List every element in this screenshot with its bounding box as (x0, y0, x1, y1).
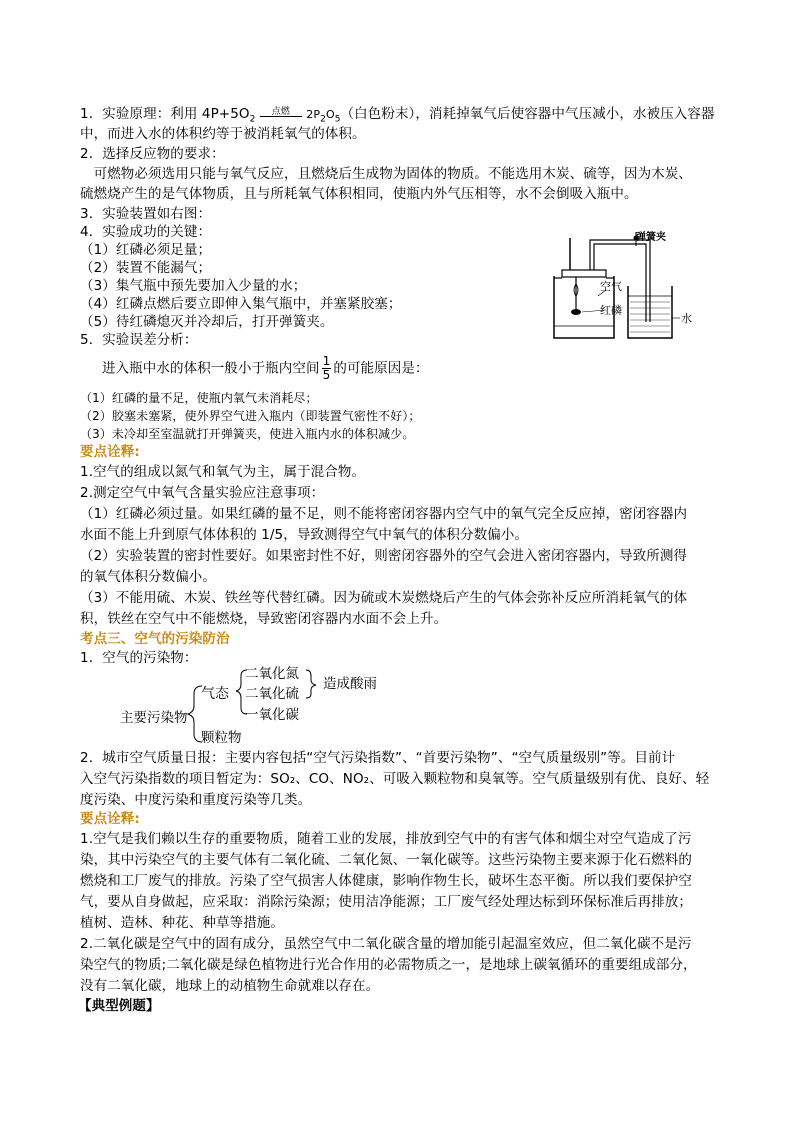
one-fifth-fraction (322, 355, 332, 382)
reactant-heading: 2．选择反应物的要求： (80, 146, 225, 162)
main-pollutants-label: 主要污染物 (120, 710, 188, 726)
error-intro-a: 进入瓶中水的体积一般小于瓶内空间 (102, 360, 320, 377)
error-cause-1: （1）红磷的量不足，使瓶内氧气未消耗尽； (80, 391, 318, 405)
aqi-line-2: 入空气污染指数的项目暂定为：SO₂、CO、NO₂、可吸入颗粒物和臭氧等。空气质量级别有优、良好、轻 (80, 771, 710, 787)
principle-text: 1．实验原理：利用 4P+5O (80, 106, 250, 122)
product-formula: 2P (306, 108, 321, 121)
key-item-1: （1）红磷必须足量； (80, 242, 212, 258)
no2-label: 二氧化氮 (245, 666, 299, 682)
key-item-2: （2）装置不能漏气； (80, 260, 212, 276)
note2-p1c: 燃烧和工厂废气的排放。污染了空气损害人体健康，影响作物生长，破坏生态平衡。所以我们要保护空 (80, 873, 692, 889)
aqi-line-3: 度污染、中度污染和重度污染等几类。 (80, 792, 312, 808)
section3-heading: 考点三、空气的污染防治 (80, 631, 230, 647)
note2-p1b: 染，其中污染空气的主要气体有二氧化硫、二氧化氮、一氧化碳等。这些污染物主要来源于化石燃料的 (80, 852, 692, 868)
principle-line-2: 中，而进入水的体积约等于被消耗氧气的体积。 (80, 126, 366, 142)
reactant-text-2: 硫燃烧产生的是气体物质，且与所耗氧气体积相同，使瓶内外气压相等，水不会倒吸入瓶中。 (80, 186, 638, 202)
note1-p3b: 水面不能上升到原气体体积的 1/5，导致测得空气中氧气的体积分数偏小。 (80, 527, 529, 543)
note1-p2: 2.测定空气中氧气含量实验应注意事项： (80, 485, 325, 501)
ignite-condition: 点燃 (271, 107, 290, 117)
pollutant-diagram (120, 666, 440, 746)
note1-p5a: （3）不能用硫、木炭、铁丝等代替红磷。因为硫或木炭燃烧后产生的气体会弥补反应所消耗氧气的体 (80, 590, 688, 606)
error-intro-b: 的可能原因是： (333, 360, 429, 377)
water-label: 水 (681, 312, 692, 325)
product-sub1: 2 (320, 114, 326, 125)
reactant-text-1: 可燃物必须选用只能与氧气反应，且燃烧后生成物为固体的物质。不能选用木炭、硫等，因为木炭、 (80, 166, 692, 182)
key-item-5: （5）待红磷熄灭并冷却后，打开弹簧夹。 (80, 314, 334, 330)
note2-p2c: 没有二氧化碳，地球上的动植物生命就难以存在。 (80, 978, 380, 994)
notes-heading-1: 要点诠释: (80, 444, 140, 460)
note2-p1a: 1.空气是我们赖以生存的重要物质，随着工业的发展，排放到空气中的有害气体和烟尘对空气造成了污 (80, 831, 692, 847)
fraction-numerator: 1 (322, 354, 331, 368)
note1-p4a: （2）实验装置的密封性要好。如果密封性不好，则密闭容器外的空气会进入密闭容器内，导致所测得 (80, 548, 688, 564)
notes-heading-2: 要点诠释: (80, 811, 140, 827)
o2-subscript: 2 (249, 114, 256, 125)
clip-label: 弹簧夹 (636, 232, 666, 243)
note2-p1d: 气，要从自身做起，应采取：消除污染源；使用洁净能源；工厂废气经处理达标到环保标准后再排放； (80, 894, 692, 910)
error-heading: 5．实验误差分析： (80, 332, 198, 348)
phosphorus-label: 红磷 (600, 304, 622, 317)
key-item-4: （4）红磷点燃后要立即伸入集气瓶中，并塞紧胶塞； (80, 296, 402, 312)
note1-p3a: （1）红磷必须过量。如果红磷的量不足，则不能将密闭容器内空气中的氧气完全反应掉，密闭容器内 (80, 506, 688, 522)
apparatus-heading: 3．实验装置如右图： (80, 206, 212, 222)
note1-p4b: 的氧气体积分数偏小。 (80, 569, 216, 585)
fraction-denominator: 5 (322, 368, 331, 382)
error-cause-2: （2）胶塞未塞紧，使外界空气进入瓶内（即装置气密性不好）； (80, 409, 421, 423)
product-o: O (325, 108, 335, 121)
note2-p1e: 植树、造林、种花、种草等措施。 (80, 915, 284, 931)
particulates-label: 颗粒物 (201, 730, 242, 746)
error-intro (102, 355, 429, 382)
typical-examples-tag: 【典型例题】 (78, 998, 160, 1014)
note2-p2a: 2.二氧化碳是空气中的固有成分，虽然空气中二氧化碳含量的增加能引起温室效应，但二氧化碳不是污 (80, 936, 692, 952)
keys-heading: 4．实验成功的关键： (80, 224, 212, 240)
key-item-3: （3）集气瓶中预先要加入少量的水； (80, 278, 307, 294)
co-label: 一氧化碳 (245, 707, 299, 723)
gaseous-label: 气态 (201, 686, 229, 702)
product-sub2: 5 (334, 114, 341, 125)
principle-tail: （白色粉末），消耗掉氧气后使容器中气压减小，水被压入容器 (340, 106, 715, 122)
stopper (562, 270, 606, 277)
note2-p2b: 染空气的物质;二氧化碳是绿色植物进行光合作用的必需物质之一，是地球上碳氧循环的重要组成部分， (80, 957, 697, 973)
aqi-line-1: 2．城市空气质量日报：主要内容包括“空气污染指数”、“首要污染物”、“空气质量级别”等。目前计 (80, 750, 676, 766)
so2-label: 二氧化硫 (245, 686, 299, 702)
pollutants-heading: 1．空气的污染物： (80, 650, 198, 666)
air-label: 空气 (600, 280, 622, 293)
note1-p1: 1.空气的组成以氮气和氧气为主，属于混合物。 (80, 464, 366, 480)
apparatus-figure (540, 226, 700, 346)
error-cause-3: （3）未冷却至室温就打开弹簧夹，使进入瓶内水的体积减少。 (80, 427, 415, 441)
main-brace (188, 686, 202, 742)
note1-p5b: 积，铁丝在空气中不能燃烧，导致密闭容器内水面不会上升。 (80, 611, 448, 627)
acid-rain-label: 造成酸雨 (323, 676, 377, 692)
acid-rain-brace (306, 670, 316, 698)
